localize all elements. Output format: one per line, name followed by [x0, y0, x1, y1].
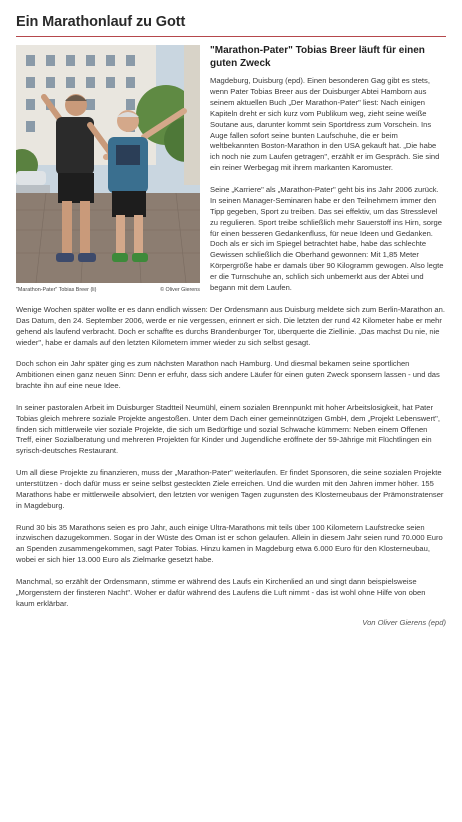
paragraph: Wenige Wochen später wollte er es dann endlich wissen: Der Ordensmann aus Duisburg meldete sich zum Berlin-Marathon an. Das Datum, den 24. September 2006, werde er nie vergessen, erinnert er sich. Die letzten der rund 42 Kilometer habe er mehr gehend als laufend verbracht. Doch er schaffte es durchs Brandenburger Tor, überquerte die Ziellinie. „Das machst Du nie, nie wieder", habe er damals auf den letzten Kilometern immer wieder zu sich selbst gesagt.: [16, 304, 445, 347]
figure-caption-row: [16, 287, 200, 294]
figure-caption: "Marathon-Pater" Tobias Breer (li): [16, 287, 97, 293]
paragraph: Magdeburg, Duisburg (epd). Einen besonderen Gag gibt es stets, wenn Pater Tobias Breer aus der Duisburger Abtei Hamborn aus seinem aktuellen Buch „Der Marathon-Pater" liest: Nach einigen Kapiteln dreht er sich kurz vom Publikum weg, zieht seine weiße Soutane aus, darunter kommt sein Sportdress zum Vorschein. Ins Auge fallen sofort seine bunten Laufschuhe, die er beim weltbekannten Boston-Marathon in den USA gekauft hat. „Die habe ich noch nie zum Laufen getragen", erzählt er im Gespräch. Sie sind ein reiner Werbegag mit ihrem markanten Karomuster.: [210, 76, 440, 173]
paragraph: Rund 30 bis 35 Marathons seien es pro Jahr, auch einige Ultra-Marathons mit teils über 100 Kilometern Laufstrecke seien inzwischen dazugekommen. Sogar in der Wüste des Oman ist er schon gelaufen. Allein in diesem Jahr seien rund 70.000 Euro an Spenden zusammengekommen, sagt Pater Tobias. Hinzu kamen in Magdeburg etwa 6.000 Euro für den Klosterneubau, wobei er sich hier 13.000 Euro als Zielmarke gesetzt habe.: [16, 522, 443, 565]
title-divider: [16, 36, 446, 37]
paragraph: Doch schon ein Jahr später ging es zum nächsten Marathon nach Hamburg. Und diesmal bekamen seine sportlichen Ambitionen einen ganz neuen Sinn: Denn er erfuhr, dass sich andere Läufer für einen guten Zweck sponsern lassen - und das brachte ihn auf eine neue Idee.: [16, 359, 440, 391]
runners-photo: [16, 45, 200, 283]
article-figure: [16, 45, 200, 294]
page-title: Ein Marathonlauf zu Gott: [16, 14, 186, 30]
paragraph: Seine „Karriere" als „Marathon-Pater" geht bis ins Jahr 2006 zurück. In seinen Manager-Seminaren habe er den Teilnehmern immer den Tipp gegeben, Sport zu treiben. Das sei effektiv, um das Stresslevel zu regulieren. Sport treibe schließlich mehr Sauerstoff ins Hirn, sorge für einen besseren Gedankenfluss, für neue Ideen und Gedanken. Doch als er sich im Spiegel betrachtet habe, habe das schlechte Gewissen schließlich die Oberhand gewonnen: Mit 1,85 Meter Körpergröße habe er damals über 90 Kilogramm gewogen. Also legte er die Turnschuhe an, schlich sich unbemerkt aus der Abtei und begann mit dem Laufen.: [210, 184, 444, 293]
article-body: [16, 45, 446, 629]
paragraph: Manchmal, so erzählt der Ordensmann, stimme er während des Laufs ein Kirchenlied an und singt dann beispielsweise „Morgenstern der finsteren Nacht". Woher er dafür während des Laufens die Luft nimmt - das ist wohl ohne Hilfe von oben kaum erklärbar.: [16, 576, 426, 608]
photo-credit: © Oliver Gierens: [160, 287, 200, 293]
paragraph: In seiner pastoralen Arbeit im Duisburger Stadtteil Neumühl, einem sozialen Brennpunkt mit hoher Arbeitslosigkeit, hat Pater Tobias gleich mehrere soziale Projekte angestoßen. Unter dem Dach einer gemeinnützigen GmbH, dem „Projekt Lebenswert", finden sich mittlerweile vier soziale Projekte, die sich um Bedürftige und sozial Schwache kümmern: Neben einem Offenen Treff, einer Sozialberatung und mehreren Projekten für Kinder und Jugendliche eröffnete der 59-Jährige mit Flüchtlingen ein syrisch-deutsches Restaurant.: [16, 402, 440, 456]
article-byline: Von Oliver Gierens (epd): [362, 618, 446, 628]
paragraph: Um all diese Projekte zu finanzieren, muss der „Marathon-Pater" weiterlaufen. Er findet Sponsoren, die seine sozialen Projekte unterstützen - doch dafür muss er seine selbst gesteckten Ziele erreichen. Und die wurden mit den Jahren immer höher. 155 Marathons habe er mittlerweile absolviert, den letzten vor wenigen Tagen zugunsten des Klosterneubaus der Prämonstratenser in Magdeburg.: [16, 468, 444, 510]
article-subheadline: "Marathon-Pater" Tobias Breer läuft für einen guten Zweck: [210, 45, 425, 69]
